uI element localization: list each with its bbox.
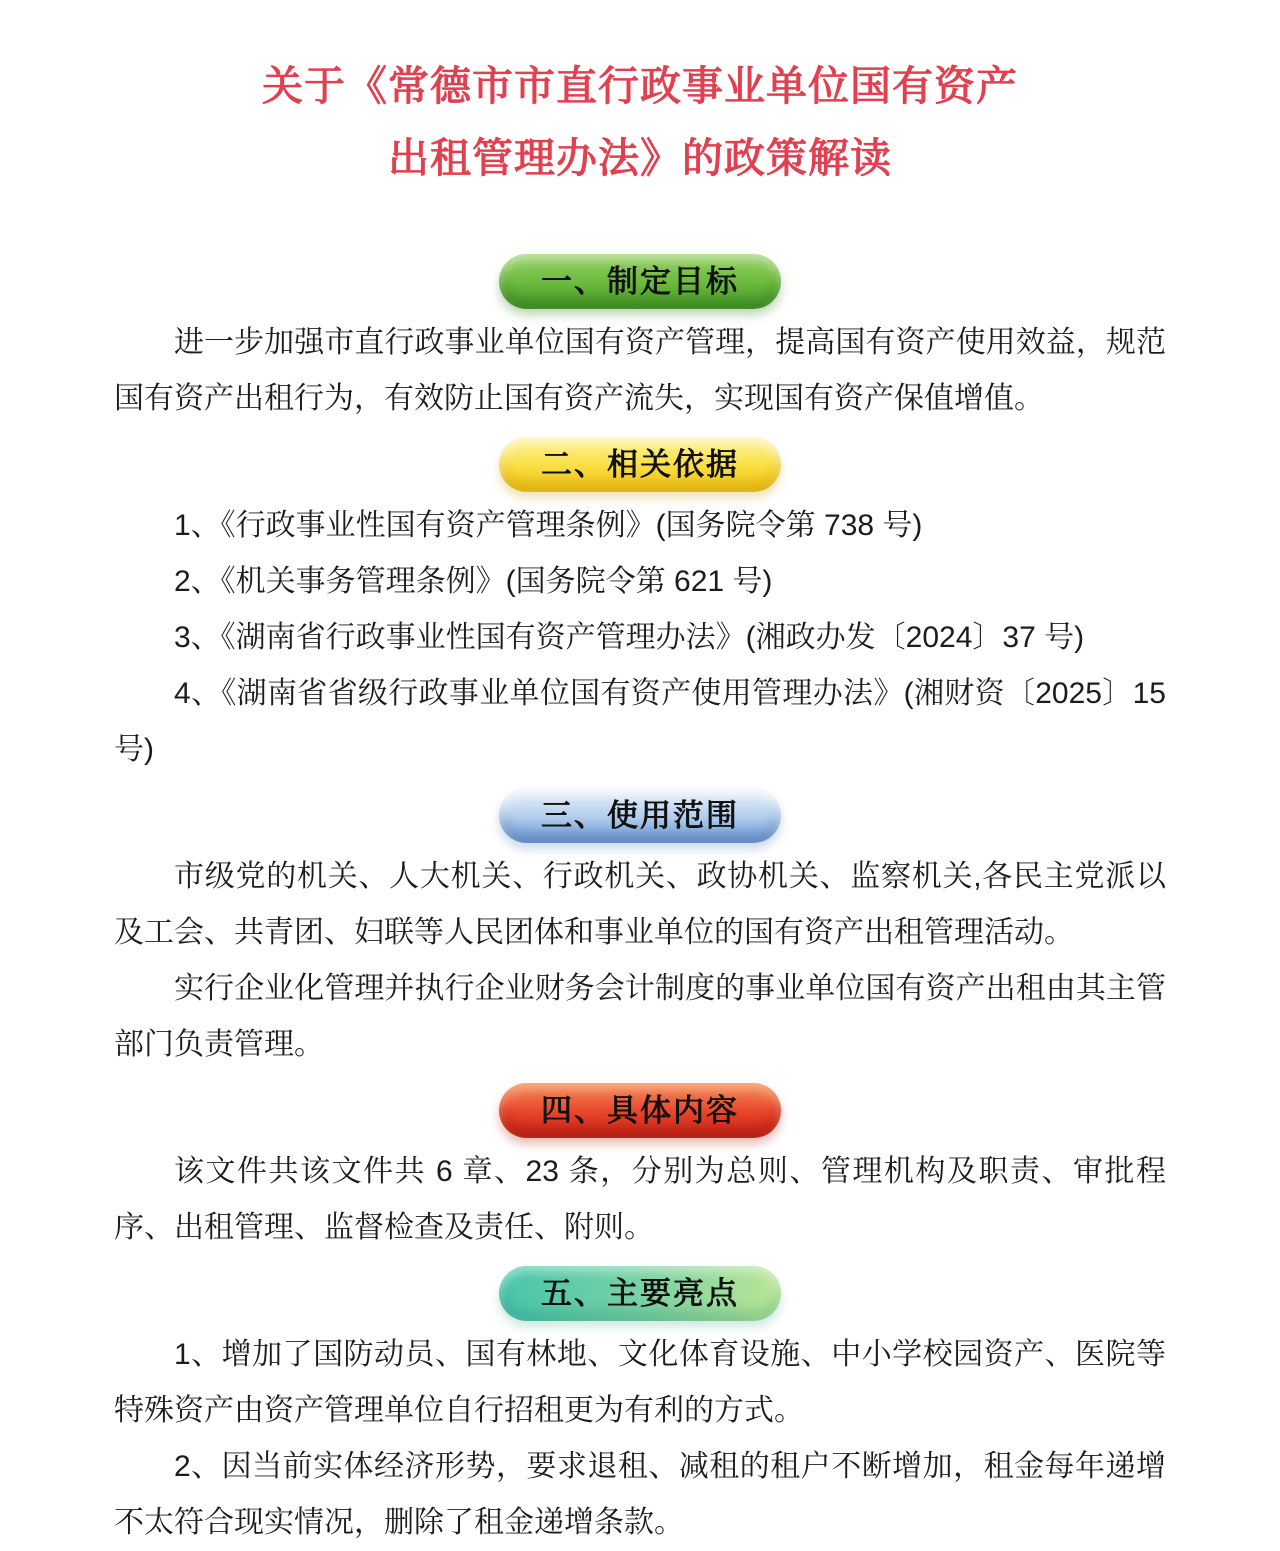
section-paragraphs	[114, 1327, 1166, 1551]
paragraph: 3、《湖南省行政事业性国有资产管理办法》(湘政办发〔2024〕37 号)	[174, 621, 1085, 654]
paragraph: 1、增加了国防动员、国有林地、文化体育设施、中小学校园资产、医院等特殊资产由资产管理单位自行招租更为有利的方式。	[114, 1338, 1166, 1427]
document-section	[114, 254, 1166, 427]
paragraph: 4、《湖南省省级行政事业单位国有资产使用管理办法》(湘财资〔2025〕15 号)	[114, 677, 1166, 766]
paragraph: 实行企业化管理并执行企业财务会计制度的事业单位国有资产出租由其主管部门负责管理。	[114, 972, 1166, 1061]
section-badge-label: 二、相关依据	[541, 447, 739, 482]
section-paragraphs	[114, 1144, 1166, 1256]
section-badge-label: 四、具体内容	[541, 1093, 739, 1128]
document-section	[114, 1266, 1166, 1551]
section-paragraphs	[114, 498, 1166, 778]
paragraph: 进一步加强市直行政事业单位国有资产管理，提高国有资产使用效益，规范国有资产出租行为，有效防止国有资产流失，实现国有资产保值增值。	[114, 326, 1166, 415]
section-badge-label: 三、使用范围	[541, 798, 739, 833]
section-badge	[499, 437, 781, 492]
paragraph: 2、《机关事务管理条例》(国务院令第 621 号)	[174, 565, 773, 598]
section-paragraphs	[114, 849, 1166, 1073]
policy-document	[114, 0, 1166, 1551]
document-section	[114, 437, 1166, 778]
section-badge	[499, 788, 781, 843]
section-badge-label: 五、主要亮点	[541, 1276, 739, 1311]
paragraph: 市级党的机关、人大机关、行政机关、政协机关、监察机关,各民主党派以及工会、共青团、妇联等人民团体和事业单位的国有资产出租管理活动。	[114, 860, 1166, 949]
section-badge	[499, 1266, 781, 1321]
paragraph: 1、《行政事业性国有资产管理条例》(国务院令第 738 号)	[174, 509, 923, 542]
document-section	[114, 788, 1166, 1073]
paragraph: 2、因当前实体经济形势，要求退租、减租的租户不断增加，租金每年递增不太符合现实情况，删除了租金递增条款。	[114, 1450, 1166, 1539]
section-badge	[499, 254, 781, 309]
page-title-line-1: 关于《常德市市直行政事业单位国有资产	[262, 63, 1018, 109]
section-badge-label: 一、制定目标	[541, 264, 739, 299]
paragraph: 该文件共该文件共 6 章、23 条，分别为总则、管理机构及职责、审批程序、出租管理、监督检查及责任、附则。	[114, 1155, 1166, 1244]
page-title	[114, 50, 1166, 194]
section-badge	[499, 1083, 781, 1138]
document-section	[114, 1083, 1166, 1256]
document-body	[114, 254, 1166, 1551]
page-title-line-2: 出租管理办法》的政策解读	[388, 135, 892, 181]
section-paragraphs	[114, 315, 1166, 427]
